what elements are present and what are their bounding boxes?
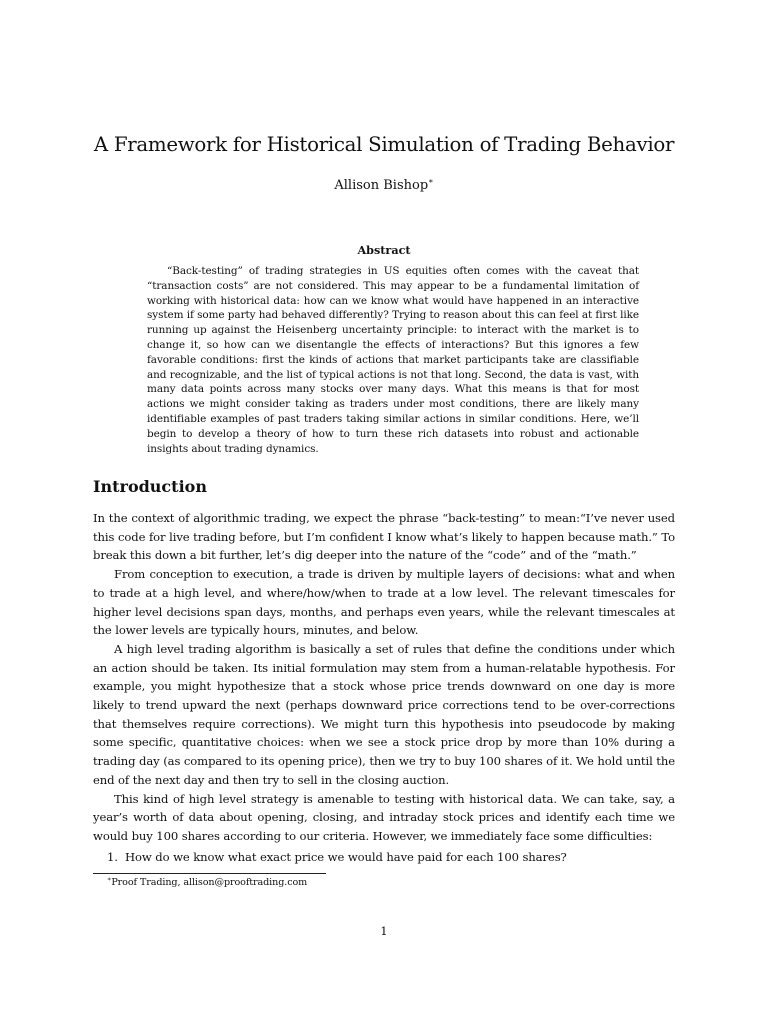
- footnote-text: Proof Trading, allison@prooftrading.com: [111, 877, 308, 888]
- list-item-text: How do we know what exact price we would have paid for each 100 shares?: [125, 850, 567, 864]
- footnote: [107, 874, 308, 889]
- section-heading-introduction: Introduction: [93, 477, 207, 496]
- paragraph: This kind of high level strategy is amenable to testing with historical data. We can take, say, a year’s worth of data about opening, closing, and intraday stock prices and identify each time we would buy 100 shares according to our criteria. However, we immediately face some difficulties:: [93, 791, 675, 843]
- list-item-number: 1.: [107, 850, 118, 864]
- page-number: 1: [380, 924, 388, 938]
- footnote-divider: [93, 873, 326, 874]
- abstract-heading: Abstract: [357, 243, 411, 257]
- enumerated-list: [107, 848, 667, 866]
- paper-title: A Framework for Historical Simulation of Trading Behavior: [93, 133, 675, 156]
- paragraph: From conception to execution, a trade is driven by multiple layers of decisions: what and when to trade at a high level, and where/how/when to trade at a low level. The relevant timescales for higher level decisions span days, months, and perhaps even years, while the relevant timescales at the lower levels are typically hours, minutes, and below.: [93, 567, 675, 638]
- list-item: [107, 848, 667, 866]
- introduction-body: [93, 509, 675, 846]
- abstract-body: “Back-testing” of trading strategies in US equities often comes with the caveat that “transaction costs” are not considered. This may appear to be a fundamental limitation of working with historical data: how can we know what would have happened in an interactive system if some party had behaved differently? Trying to reason about this can feel at first like running up against the Heisenberg uncertainty principle: to interact with the market is to change it, so how can we disentangle the effects of interactions? But this ignores a few favorable conditions: first the kinds of actions that market participants take are classifiable and recognizable, and the list of typical actions is not that long. Second, the data is vast, with many data points across many stocks over many days. What this means is that for most actions we might consider taking as traders under most conditions, there are likely many identifiable examples of past traders taking similar actions in similar conditions. Here, we’ll begin to develop a theory of how to turn these rich datasets into robust and actionable insights about trading dynamics.: [147, 265, 639, 455]
- author-footnote-mark: ∗: [428, 176, 434, 186]
- paragraph: In the context of algorithmic trading, we expect the phrase “back-testing” to mean:“I’ve never used this code for live trading before, but I’m confident I know what’s likely to happen because math.” To break this down a bit further, let’s dig deeper into the nature of the “code” and of the “math.”: [93, 511, 675, 563]
- paragraph: A high level trading algorithm is basically a set of rules that define the conditions under which an action should be taken. Its initial formulation may stem from a human-relatable hypothesis. For example, you might hypothesize that a stock whose price trends downward on one day is more likely to trend upward the next (perhaps downward price corrections tend to be over-corrections that themselves require corrections). We might turn this hypothesis into pseudocode by making some specific, quantitative choices: when we see a stock price drop by more than 10% during a trading day (as compared to its opening price), then we try to buy 100 shares of it. We hold until the end of the next day and then try to sell in the closing auction.: [93, 641, 675, 787]
- footnote-mark: ∗: [107, 874, 112, 883]
- author-name: Allison Bishop: [334, 178, 429, 193]
- author-line: [0, 178, 768, 194]
